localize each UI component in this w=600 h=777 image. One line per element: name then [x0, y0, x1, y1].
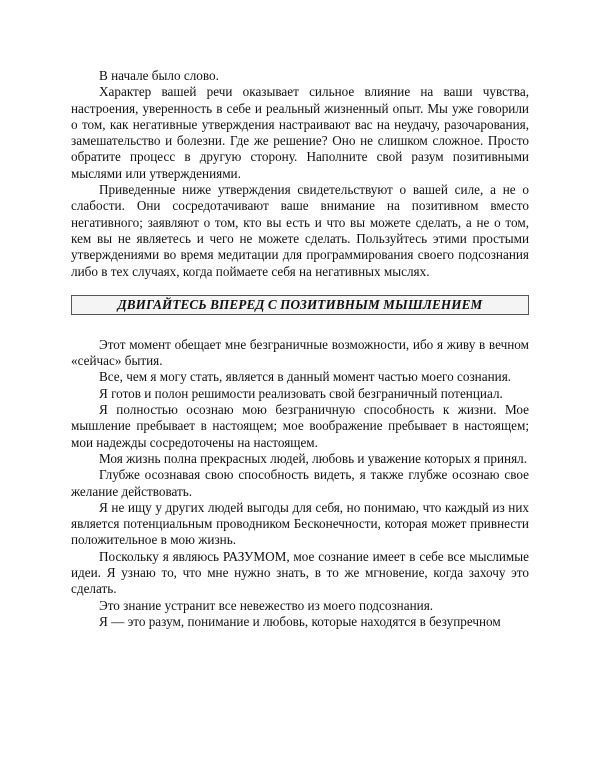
section-heading: ДВИГАЙТЕСЬ ВПЕРЕД С ПОЗИТИВНЫМ МЫШЛЕНИЕМ — [71, 295, 529, 315]
affirmation-paragraph: Это знание устранит все невежество из моего подсознания. — [99, 597, 434, 613]
intro-paragraph: В начале было слово. — [99, 68, 219, 83]
intro-paragraph: Характер вашей речи оказывает сильное влияние на ваши чувства, настроения, уверенность в себе и реальный жизненный опыт. Мы уже говорили о том, как негативные утверждения настраивают вас на неудачу, разочарования, замешательство и болезни. Где же решение? Оно не слишком сложное. Просто обратите процесс в другую сторону. Наполните свой разум позитивными мыслями или утверждениями. — [71, 84, 529, 181]
affirmation-paragraph: Все, чем я могу стать, является в данный момент частью моего сознания. — [99, 369, 512, 385]
affirmation-paragraph: Этот момент обещает мне безграничные возможности, ибо я живу в вечном «сейчас» бытия. — [71, 336, 529, 369]
affirmation-paragraph: Я готов и полон решимости реализовать свой безграничный потенциал. — [99, 385, 503, 401]
intro-paragraph: Приведенные ниже утверждения свидетельствуют о вашей силе, а не о слабости. Они сосредотачивают ваше внимание на позитивном вместо негативного; заявляют о том, кто вы есть и что вы можете сделать, а не о том, кем вы не являетесь и чего не можете сделать. Пользуйтесь этими простыми утверждениями во время медитации для программирования своего подсознания либо в тех случаях, когда поймаете себя на негативных мыслях. — [71, 182, 529, 279]
affirmation-paragraph: Глубже осознавая свою способность видеть, я также глубже осознаю свое желание действовать. — [71, 467, 529, 499]
affirmation-paragraph: Я не ищу у других людей выгоды для себя, но понимаю, что каждый из них является потенциальным проводником Бесконечности, которая может привнести положительное в мою жизнь. — [71, 499, 529, 548]
affirmation-paragraph: Я — это разум, понимание и любовь, которые находятся в безупречном — [99, 613, 501, 629]
affirmation-paragraph: Я полностью осознаю мою безграничную способность к жизни. Мое мышление пребывает в настоящем; мое воображение пребывает в настоящем; мои надежды сосредоточены на настоящем. — [71, 402, 529, 450]
document-page — [71, 68, 529, 630]
affirmation-paragraph: Поскольку я являюсь РАЗУМОМ, мое сознание имеет в себе все мыслимые идеи. Я узнаю то, что мне нужно знать, в то же мгновение, когда захочу это сделать. — [71, 548, 529, 597]
affirmations-section — [71, 295, 529, 630]
affirmation-paragraph: Моя жизнь полна прекрасных людей, любовь и уважение которых я принял. — [99, 450, 528, 466]
intro-section — [71, 68, 529, 280]
